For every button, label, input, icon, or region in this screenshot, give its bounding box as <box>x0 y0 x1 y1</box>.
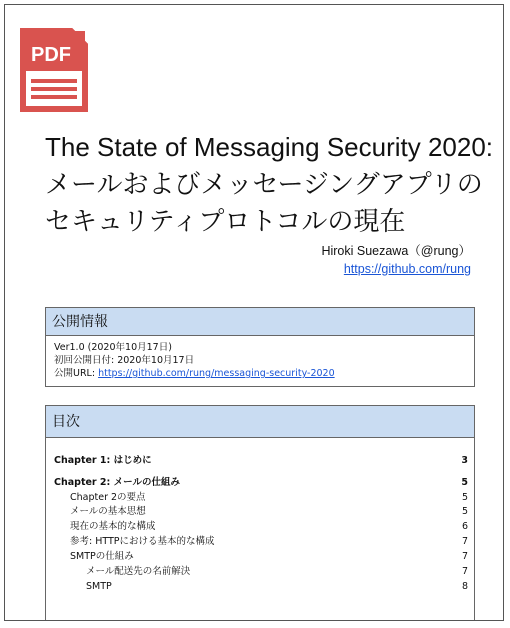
toc-item-label: Chapter 1: はじめに <box>54 455 152 466</box>
table-of-contents-box <box>45 405 475 621</box>
toc-item-page: 3 <box>461 455 468 466</box>
public-url-link[interactable]: https://github.com/rung/messaging-security-2020 <box>98 368 335 379</box>
first-published-line: 初回公開日付: 2020年10月17日 <box>54 355 195 366</box>
toc-item-label: メール配送先の名前解決 <box>86 566 191 577</box>
public-url-line <box>54 367 466 380</box>
publication-info-box <box>45 307 475 387</box>
toc-item-page: 7 <box>461 551 468 562</box>
toc-item-page: 7 <box>461 536 468 547</box>
pdf-icon-label: PDF <box>31 44 71 66</box>
toc-item-label: SMTP <box>86 581 112 592</box>
title-line-3: セキュリティプロトコルの現在 <box>45 206 406 236</box>
author-github-link[interactable]: https://github.com/rung <box>343 262 471 276</box>
toc-item[interactable] <box>54 476 468 490</box>
toc-item-label: Chapter 2の要点 <box>70 492 146 503</box>
toc-item-label: 現在の基本的な構成 <box>70 521 156 532</box>
toc-item[interactable] <box>54 535 468 549</box>
title-line-2: メールおよびメッセージングアプリの <box>45 169 483 199</box>
toc-item-label: メールの基本思想 <box>70 506 146 517</box>
toc-item[interactable] <box>54 454 468 468</box>
toc-item-label: Chapter 2: メールの仕組み <box>54 477 180 488</box>
toc-item-page: 5 <box>461 506 468 517</box>
toc-item-page: 5 <box>461 492 468 503</box>
toc-header: 目次 <box>46 406 474 438</box>
public-url-label: 公開URL: <box>54 368 99 379</box>
toc-item-page: 5 <box>461 477 468 488</box>
toc-item-label: SMTPの仕組み <box>70 551 134 562</box>
toc-item-page: 6 <box>461 521 468 532</box>
pdf-file-icon <box>19 27 89 113</box>
publication-info-header: 公開情報 <box>46 308 474 336</box>
version-line: Ver1.0 (2020年10月17日) <box>54 342 172 353</box>
toc-item[interactable] <box>54 565 468 579</box>
toc-item[interactable] <box>54 550 468 564</box>
author-name: Hiroki Suezawa（@rung） <box>321 244 471 258</box>
toc-item[interactable] <box>54 491 468 505</box>
toc-item[interactable] <box>54 520 468 534</box>
document-title <box>45 129 494 240</box>
toc-item-page: 8 <box>461 581 468 592</box>
toc-item[interactable] <box>54 505 468 519</box>
toc-item-page: 7 <box>461 566 468 577</box>
document-page <box>4 4 504 621</box>
toc-item[interactable] <box>54 580 468 594</box>
toc-item-label: 参考: HTTPにおける基本的な構成 <box>70 536 215 547</box>
title-line-1: The State of Messaging Security 2020: <box>45 132 494 162</box>
